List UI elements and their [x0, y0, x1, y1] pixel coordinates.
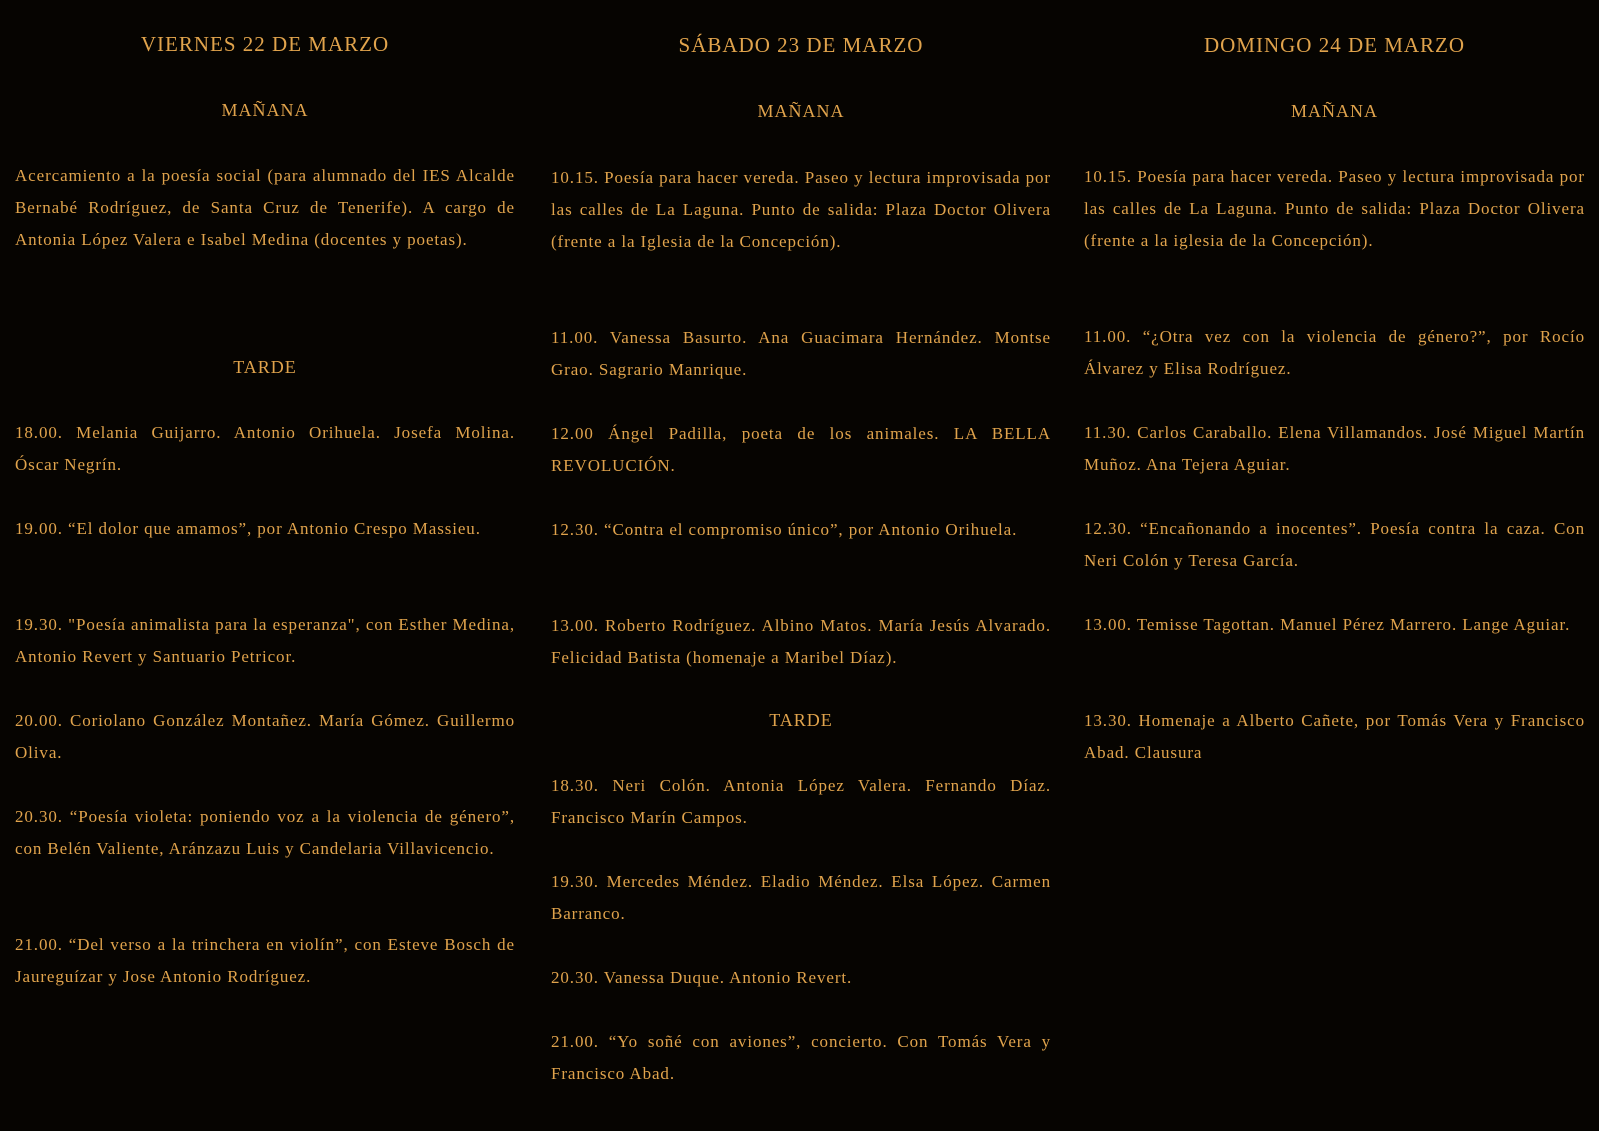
schedule-entry: 18.30. Neri Colón. Antonia López Valera. Fernando Díaz. Francisco Marín Campos. — [551, 776, 1051, 827]
morning-heading: MAÑANA — [1291, 101, 1378, 121]
schedule-entry: 19.30. Mercedes Méndez. Eladio Méndez. Elsa López. Carmen Barranco. — [551, 872, 1051, 923]
schedule-entry: 10.15. Poesía para hacer vereda. Paseo y lectura improvisada por las calles de La Laguna. Punto de salida: Plaza Doctor Olivera (frente a la iglesia de la Concepción). — [1084, 167, 1585, 250]
schedule-entry: 10.15. Poesía para hacer vereda. Paseo y lectura improvisada por las calles de La Laguna. Punto de salida: Plaza Doctor Olivera (frente a la Iglesia de la Concepción). — [551, 168, 1051, 251]
day-title: DOMINGO 24 DE MARZO — [1203, 33, 1466, 57]
morning-heading: MAÑANA — [221, 100, 309, 120]
schedule-entry: 12.30. “Contra el compromiso único”, por Antonio Orihuela. — [551, 520, 1018, 539]
schedule-entry: Acercamiento a la poesía social (para alumnado del IES Alcalde Bernabé Rodríguez, de Santa Cruz de Tenerife). A cargo de Antonia López Valera e Isabel Medina (docentes y poetas). — [15, 166, 515, 249]
day-title: VIERNES 22 DE MARZO — [140, 32, 390, 56]
schedule-entry: 12.30. “Encañonando a inocentes”. Poesía contra la caza. Con Neri Colón y Teresa García. — [1084, 519, 1585, 570]
afternoon-heading: TARDE — [769, 710, 833, 730]
day-title: SÁBADO 23 DE MARZO — [678, 33, 924, 57]
schedule-entry: 13.30. Homenaje a Alberto Cañete, por Tomás Vera y Francisco Abad. Clausura — [1084, 711, 1585, 762]
schedule-entry: 11.00. “¿Otra vez con la violencia de género?”, por Rocío Álvarez y Elisa Rodríguez. — [1084, 327, 1585, 378]
morning-heading: MAÑANA — [757, 101, 845, 121]
schedule-entry: 21.00. “Yo soñé con aviones”, concierto. Con Tomás Vera y Francisco Abad. — [551, 1032, 1051, 1083]
schedule-entry: 19.30. "Poesía animalista para la esperanza", con Esther Medina, Antonio Revert y Santuario Petricor. — [15, 615, 515, 666]
schedule-entry: 12.00 Ángel Padilla, poeta de los animales. LA BELLA REVOLUCIÓN. — [551, 424, 1051, 475]
schedule-entry: 21.00. “Del verso a la trinchera en violín”, con Esteve Bosch de Jaureguízar y Jose Antonio Rodríguez. — [15, 935, 515, 986]
schedule-entry: 11.30. Carlos Caraballo. Elena Villamandos. José Miguel Martín Muñoz. Ana Tejera Aguiar. — [1084, 423, 1585, 474]
schedule-entry: 19.00. “El dolor que amamos”, por Antonio Crespo Massieu. — [15, 519, 481, 538]
schedule-entry: 18.00. Melania Guijarro. Antonio Orihuela. Josefa Molina. Óscar Negrín. — [15, 423, 515, 474]
schedule-entry: 11.00. Vanessa Basurto. Ana Guacimara Hernández. Montse Grao. Sagrario Manrique. — [551, 328, 1051, 379]
schedule-entry: 20.30. “Poesía violeta: poniendo voz a la violencia de género”, con Belén Valiente, Aránzazu Luis y Candelaria Villavicencio. — [15, 807, 515, 858]
schedule-entry: 20.00. Coriolano González Montañez. María Gómez. Guillermo Oliva. — [15, 711, 515, 762]
schedule-entry: 13.00. Roberto Rodríguez. Albino Matos. María Jesús Alvarado. Felicidad Batista (homenaje a Maribel Díaz). — [551, 616, 1051, 667]
afternoon-heading: TARDE — [233, 357, 297, 377]
schedule-entry: 13.00. Temisse Tagottan. Manuel Pérez Marrero. Lange Aguiar. — [1084, 615, 1571, 634]
schedule-entry: 20.30. Vanessa Duque. Antonio Revert. — [551, 968, 853, 987]
